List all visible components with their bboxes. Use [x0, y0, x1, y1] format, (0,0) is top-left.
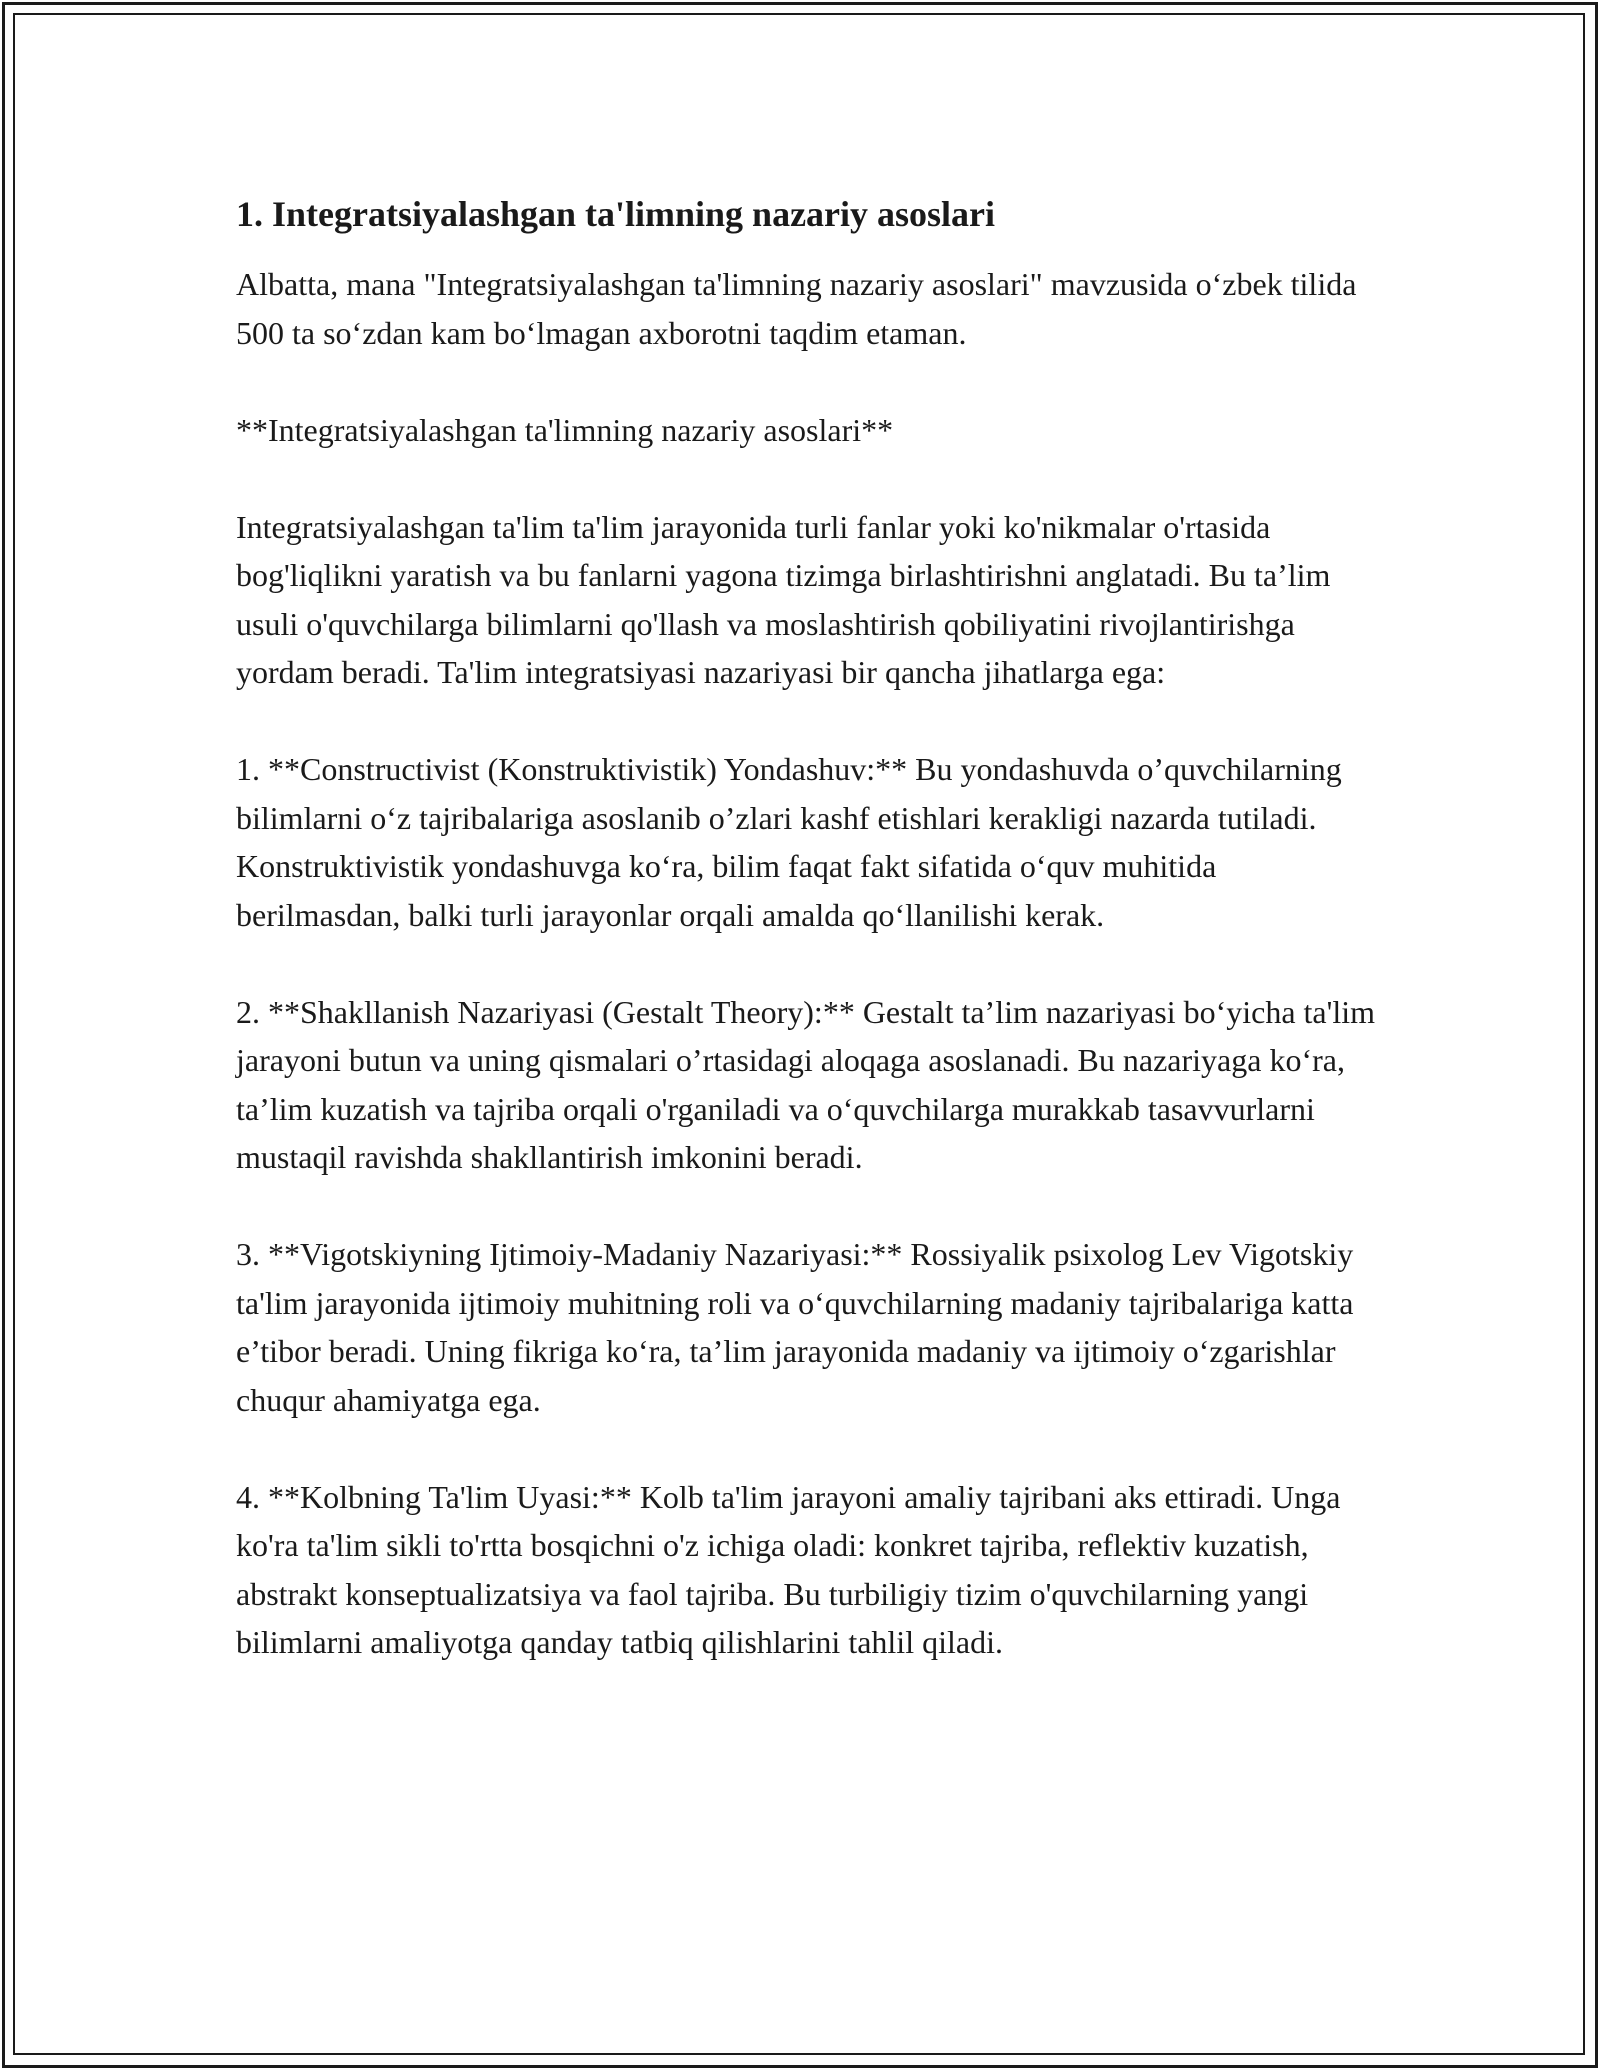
document-body [236, 188, 1376, 1667]
list-item-gestalt: 2. **Shakllanish Nazariyasi (Gestalt Theory):** Gestalt ta’lim nazariyasi bo‘yicha ta'lim jarayoni butun va uning qismalari o’rtasidagi aloqaga asoslanadi. Bu nazariyaga ko‘ra, ta’lim kuzatish va tajriba orqali o'rganiladi va o‘quvchilarga murakkab tasavvurlarni mustaqil ravishda shakllantirish imkonini beradi. [236, 993, 1376, 1175]
intro-paragraph: Albatta, mana "Integratsiyalashgan ta'limning nazariy asoslari" mavzusida o‘zbek tilida 500 ta so‘zdan kam bo‘lmagan axborotni taqdim etaman. [236, 266, 1357, 351]
section-heading: 1. Integratsiyalashgan ta'limning nazariy asoslari [236, 194, 996, 234]
subtitle-paragraph: **Integratsiyalashgan ta'limning nazariy asoslari** [236, 411, 894, 448]
list-item-constructivist: 1. **Constructivist (Konstruktivistik) Yondashuv:** Bu yondashuvda o’quvchilarning bilimlarni o‘z tajribalariga asoslanib o’zlari kashf etishlari kerakligi nazarda tutiladi. Konstruktivistik yondashuvga ko‘ra, bilim faqat fakt sifatida o‘quv muhitida berilmasdan, balki turli jarayonlar orqali amalda qo‘llanilishi kerak. [236, 751, 1342, 933]
list-item-kolb: 4. **Kolbning Ta'lim Uyasi:** Kolb ta'lim jarayoni amaliy tajribani aks ettiradi. Unga ko'ra ta'lim sikli to'rtta bosqichni o'z ichiga oladi: konkret tajriba, reflektiv kuzatish, abstrakt konseptualizatsiya va faol tajriba. Bu turbiligiy tizim o'quvchilarning yangi bilimlarni amaliyotga qanday tatbiq qilishlarini tahlil qiladi. [236, 1478, 1341, 1660]
overview-paragraph: Integratsiyalashgan ta'lim ta'lim jarayonida turli fanlar yoki ko'nikmalar o'rtasida bog'liqlikni yaratish va bu fanlarni yagona tizimga birlashtirishni anglatadi. Bu ta’lim usuli o'quvchilarga bilimlarni qo'llash va moslashtirish qobiliyatini rivojlantirishga yordam beradi. Ta'lim integratsiyasi nazariyasi bir qancha jihatlarga ega: [236, 508, 1331, 690]
list-item-vygotsky: 3. **Vigotskiyning Ijtimoiy-Madaniy Nazariyasi:** Rossiyalik psixolog Lev Vigotskiy ta'lim jarayonida ijtimoiy muhitning roli va o‘quvchilarning madaniy tajribalariga katta e’tibor beradi. Uning fikriga ko‘ra, ta’lim jarayonida madaniy va ijtimoiy o‘zgarishlar chuqur ahamiyatga ega. [236, 1236, 1354, 1418]
